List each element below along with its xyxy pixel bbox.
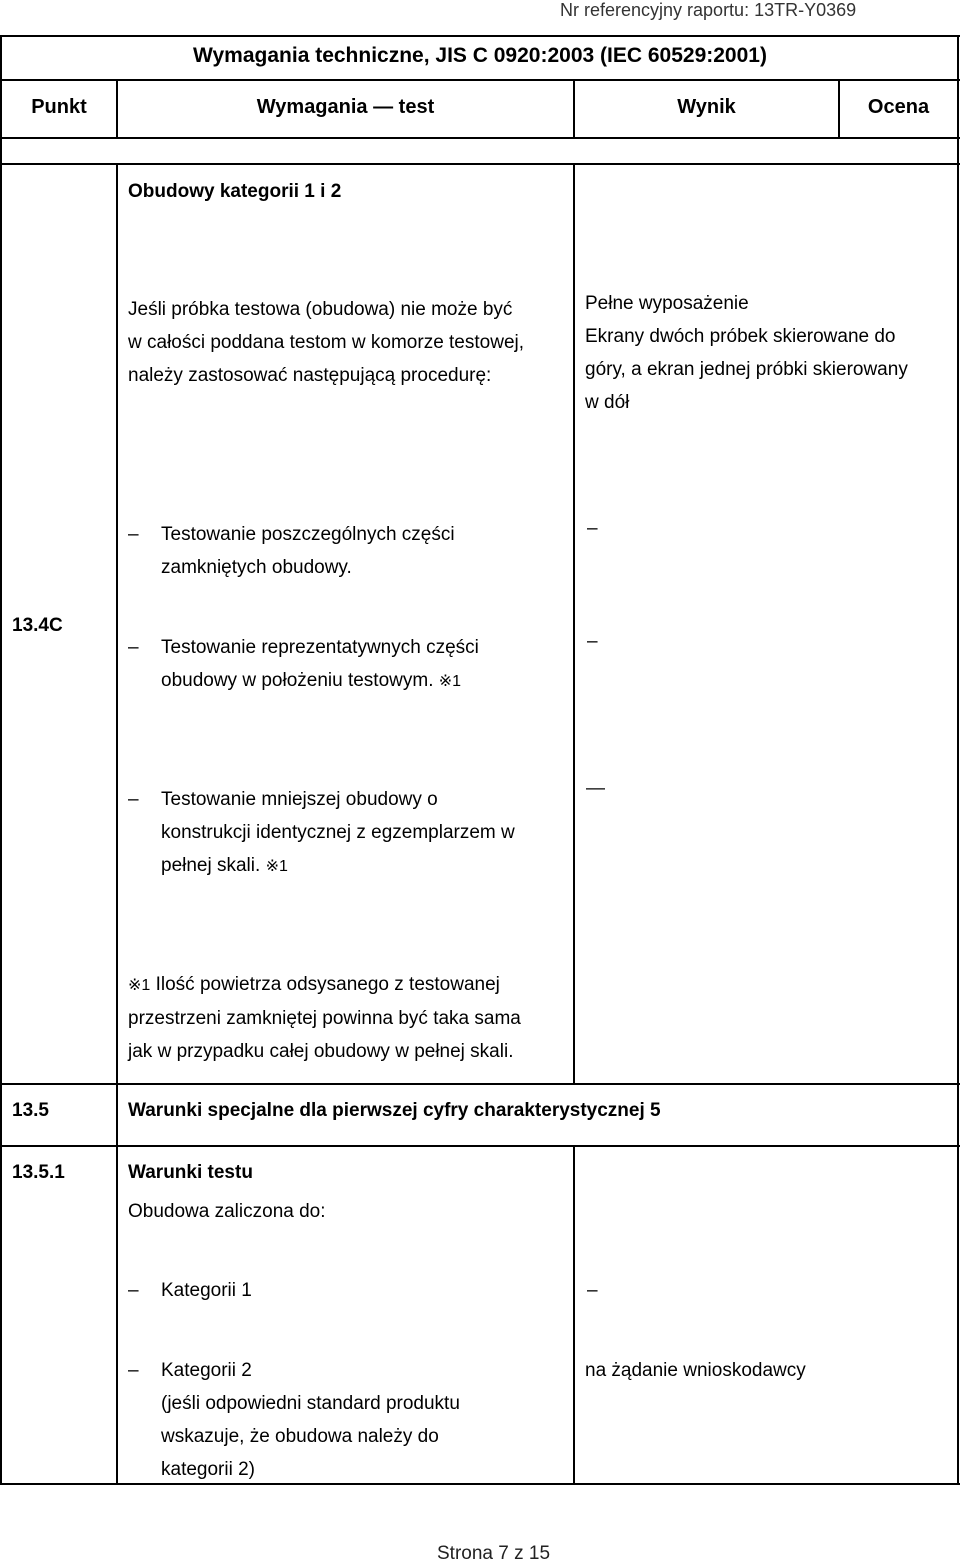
wynik-line: Ekrany dwóch próbek skierowane do	[585, 326, 896, 347]
title-row-divider	[0, 79, 960, 81]
punkt-13-5-1: 13.5.1	[12, 1162, 65, 1183]
wynik-line: w dół	[585, 392, 630, 413]
row-134c-divider	[0, 1083, 960, 1085]
item2-result: –	[587, 631, 598, 652]
report-reference: Nr referencyjny raportu: 13TR-Y0369	[560, 0, 857, 20]
section-13-5-title: Warunki specjalne dla pierwszej cyfry charakterystycznej 5	[128, 1100, 661, 1121]
footnote-text: Ilość powietrza odsysanego z testowanej	[155, 974, 500, 995]
list-item	[161, 518, 455, 584]
list-item-line: Testowanie poszczególnych części	[161, 524, 455, 545]
list-item-line: Testowanie mniejszej obudowy o	[161, 789, 438, 810]
header-row-divider	[0, 137, 960, 139]
item1-result: –	[587, 518, 598, 539]
header-punkt: Punkt	[31, 96, 87, 118]
punkt-13-4c: 13.4C	[12, 615, 63, 636]
list-item	[161, 783, 515, 883]
page-number: Strona 7 z 15	[437, 1543, 551, 1564]
section-heading: Obudowy kategorii 1 i 2	[128, 181, 342, 202]
col-punkt-divider-body	[116, 163, 118, 1485]
footnote	[128, 968, 521, 1068]
list-item-line: wskazuje, że obudowa należy do	[161, 1426, 439, 1447]
row-135-divider	[0, 1145, 960, 1147]
list-item-line: zamkniętych obudowy.	[161, 557, 352, 578]
table-border-left	[0, 35, 2, 1485]
list-item-bullet: –	[128, 789, 139, 810]
table-border-bottom	[0, 1483, 960, 1485]
list-item-text: obudowy w położeniu testowym.	[161, 670, 434, 691]
list-item	[161, 631, 479, 698]
header-wymagania: Wymagania — test	[256, 96, 435, 118]
list-item-line: kategorii 2)	[161, 1459, 255, 1480]
wynik-intro-text	[585, 287, 908, 419]
intro-line: w całości poddana testom w komorze testowej,	[128, 332, 525, 353]
list-item-line: (jeśli odpowiedni standard produktu	[161, 1393, 460, 1414]
wynik-line: góry, a ekran jednej próbki skierowany	[585, 359, 908, 380]
item3-result: —	[586, 778, 605, 799]
category-2-item	[161, 1354, 460, 1486]
intro-text	[128, 293, 524, 392]
intro-line: należy zastosować następującą procedurę:	[128, 365, 492, 386]
wynik-line: Pełne wyposażenie	[585, 293, 749, 314]
list-item-line	[161, 849, 515, 883]
header-ocena: Ocena	[867, 96, 930, 118]
list-item-bullet: –	[128, 637, 139, 658]
category-1-result: –	[587, 1280, 598, 1301]
list-item-line: konstrukcji identycznej z egzemplarzem w	[161, 822, 515, 843]
col-wynik-divider-1351	[573, 1145, 575, 1485]
category-1-item: Kategorii 1	[161, 1280, 252, 1301]
intro-line: Jeśli próbka testowa (obudowa) nie może być	[128, 299, 513, 320]
note-mark: ※1	[265, 858, 288, 875]
note-mark: ※1	[438, 673, 462, 690]
list-item-line: Testowanie reprezentatywnych części	[161, 637, 479, 658]
section-13-5-1-title: Warunki testu	[128, 1162, 253, 1183]
category-2-result: na żądanie wnioskodawcy	[585, 1360, 806, 1381]
section-13-5-1-intro: Obudowa zaliczona do:	[128, 1201, 326, 1222]
list-item-bullet: –	[128, 1360, 139, 1381]
footnote-line: przestrzeni zamkniętej powinna być taka sama	[128, 1008, 521, 1029]
spacer-row-divider	[0, 163, 960, 165]
footnote-line: jak w przypadku całej obudowy w pełnej skali.	[128, 1041, 514, 1062]
punkt-13-5: 13.5	[12, 1100, 49, 1121]
note-mark: ※1	[128, 977, 151, 994]
table-border-right	[957, 35, 959, 1485]
list-item-bullet: –	[128, 1280, 139, 1301]
table-border-top	[0, 35, 960, 37]
list-item-line	[161, 664, 479, 698]
footnote-line	[128, 968, 521, 1002]
list-item-line: Kategorii 2	[161, 1360, 252, 1381]
list-item-bullet: –	[128, 524, 139, 545]
table-title: Wymagania techniczne, JIS C 0920:2003 (IEC 60529:2001)	[193, 44, 767, 67]
list-item-text: pełnej skali.	[161, 855, 261, 876]
header-wynik: Wynik	[677, 96, 736, 118]
col-wynik-divider-134c	[573, 163, 575, 1085]
